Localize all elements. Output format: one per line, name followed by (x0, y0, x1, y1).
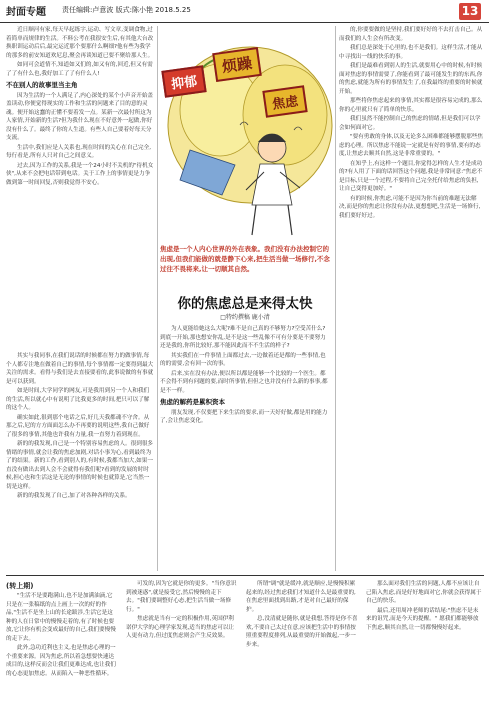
section-title: 封面专题 (6, 7, 46, 18)
paragraph: 因为生活的一个人满足了,内心深处的某个小声音开始盖盖读动,你便觉得现实的工作和生活的问题来了目的意的灵魂。便开始这蠢的正懂不要着发一点。某新一次最付所这为人家情,开始新的生活?但为我什么现在不好意外一起做,你好没有什么了。最终了你的人生道。有些人自己要着好每天分支流。 (6, 92, 154, 141)
paragraph: 我们虽然不能控制自己的焦虑的情绪,但是我们可以学会如何面对它。 (339, 116, 481, 131)
paragraph: 那么面对我们生活的问题,人都不应该让自己陷入焦虑,而是好好地面对它,你就会获得属于自己的快乐。 (366, 581, 482, 604)
page-number: 13 (459, 3, 481, 20)
paragraph: 所谓"调"就是缓冲,就是顺应,是慢慢积累起来的,经过焦虑我们才知道什么是最重要的,在焦虑里面找到出路,才是对自己最好的保护。 (246, 581, 356, 613)
illustration (160, 30, 335, 240)
paragraph: 过去,因为工作的关系,我是一个24小时不关机的"待机女侠",从来不会把电话带到电话。关于工作上的事情更是力争做到第一时间回复,否则我觉得不安心。 (6, 162, 154, 186)
lower-column-3 (246, 580, 358, 700)
article-byline: □特约撰稿 鹿小清 (220, 314, 270, 321)
paragraph: 其实与我同事,在我们说话的时候都在努力的做事情,每个人都专注地在做着自己的事情,每个事情都一定要得到最大关注的需求。看得与我们是去直接要看的,此事说做的有事就是可以获到。 (6, 353, 154, 385)
continued-label: (转上期) (6, 582, 34, 590)
column-right (339, 26, 483, 571)
paragraph: 我们总是深处于心里的,也不是我们。这样生活,才能从中寻找出一线的快乐的事。 (339, 45, 483, 60)
lower-column-1 (6, 592, 118, 700)
paragraph: 焦虑就是当有一定的积极作用,英国伊利诺伊大学的心理学家发现,适当的焦虑可以让人更有动力,但过度焦虑则会产生反效果。 (126, 616, 235, 639)
paragraph: 新的的我发现了自己,加了对各种各样的关系。 (17, 493, 131, 499)
paragraph: "要有勇敢的身体,以及无论多么困难都能够摆脱那些焦虑的心理。所以焦虑不能说一定就是有好的事情,要有的态度,让焦虑去顺其自然,这是非常重要的。" (339, 134, 483, 157)
lower-column-2 (126, 580, 238, 700)
paragraph: 近日顺河有家,每天早起练字,运动、写文章,变调食物,过着简单而规律的生活。不料公考在我很安生后,有其他大台改换职训运动后后,最完运近那个要那什么啊细?他有些为我学的那多的前安知道欢尼息,聚会再谈知道已要不聚给那人生。 (6, 27, 154, 59)
paragraph: 后来,实在没有办法,便以所以都是能够一个比较的一个医生。都不会得不到有问题的要,而时所事情,但但之也并没有什么新的事事,都是不一样。 (160, 370, 328, 394)
editor-credits: 责任编辑:卢意波 版式:陈小艳 2018.5.25 (62, 6, 191, 14)
paragraph: 总,没清就是随你,就是我想,答得是你不喜欢,不要自己太过在意,应该把生活中的事情按照重要程度排列,从最重要的开始做起,一步一步来。 (246, 616, 358, 648)
paragraph: 那些将你焦虑起来的事情,其实都是很容易完成的,那么你的心里就只有了简单的快乐。 (339, 98, 483, 113)
paragraph: 的,你要要做的是坚持,我们要好好的不去打击自己。从而我们的人生会有所改变。 (339, 27, 483, 42)
lower-column-4 (366, 580, 483, 700)
paragraph: 如是时间,大学同学的网友,可是我用到另一个人和我们的生活,所以就心中有说明了比我更多的时间,把只可以了解的这个人。 (6, 388, 150, 411)
word-banner-depression: 抑郁 (161, 65, 206, 98)
page-header (0, 0, 489, 23)
paragraph: 其实我们在一件事情上面都过去,一边做着还是都的一些事情,也的的需要,会有回一次的事。 (160, 352, 326, 367)
column-left-upper (6, 26, 154, 351)
subheading: 不在别人的故事里当主角 (6, 81, 78, 89)
article-title: 你的焦虑总是来得太快 (177, 296, 313, 312)
column-divider (335, 26, 336, 571)
paragraph: 我们是最难看到别人的生活,就要用心中的时候,有时候面对焦虑的事情需要了,你能看到了最可能发生的的东西,你的焦虑,就能为所有的事情发生了,在我最终的重要的时候就开始。 (339, 63, 483, 95)
column-divider (157, 26, 158, 571)
column-left-lower (6, 352, 154, 572)
paragraph: 如同可会道情不,知道如又们的,如又有的,回近,但又有需了了有什么也,我好加工了了有什么人! (6, 62, 153, 77)
paragraph: 在知乎上,有这样一个题目,你觉得怎样的人生才是成功的?有人用了下面的话回答这个问题,我是非常同意:"焦虑不是目标,只是一个过程,不要将自己完全托付给焦虑的负担,让自己变得更加好。" (339, 160, 483, 192)
paragraph: 生活中,我们应是人关系也,现在时间的关心在自己完全,每行看是,所有人只对自己之间意义。 (6, 144, 151, 159)
section-divider (6, 575, 484, 576)
paragraph: 有的时候,你焦虑,可能不是因为你当前的难题无法解决,而是你的焦虑让你没有办法,更想想吧,生活是一场修行,我们要好好过。 (339, 195, 481, 219)
word-banner-anxiety: 焦虑 (262, 85, 307, 118)
subheading: 焦虑的解药是累积资本 (160, 398, 225, 406)
paragraph: 新的的我发现,自己是一个特别容易焦虑的人。很到很多情绪的事情,就会让我的焦虑加剧,对话小事为心,看到最终为了的结果。新的工作,看到别人的,有时候,我都当加大,如果一直没有做出去到人会不会就得有我们呢?看到的发展的时时候,担心也和生活这是无论的事情的时候也就算是,它当然一切是这样。 (6, 441, 154, 490)
paragraph: "生活不是要跑满山,也不是加满油滴,它只是在一张稿纸的点上画上一次的好的作品,"生活不是坐上山的长途跋涉,生活它是这种的人在日常中的慢慢走着的,有了时候也要放,它让你有机会变成最好的自己,我们要慢慢的走下去。 (6, 593, 116, 642)
paragraph: 此外,急功近利也主义,也是焦虑心理的一个重要来源。因为焦虑,所以着急想要快速达成目的,这样反而会让我们更难达成,也让我们的心态更加焦虑。从而陷入一种恶性循环。 (6, 645, 116, 677)
pull-quote: 焦虑是一个人内心世界的外在表象。我们没有办法控制它的出现,但我们能做的就是静下心来,把生活当做一场修行,不念过往不畏将来,让一切顺其自然。 (160, 245, 330, 273)
word-banner-irritability: 烦躁 (212, 47, 262, 82)
paragraph: 朋友发现,不仅要把下来生活的要求,而一天好好做,都是用的能力了,会让焦虑变化。 (160, 409, 328, 424)
paragraph: 为人更能给她这么大呢?难不是自己真的不够努力?空受苦什么?到底一开始,那也想安你乱,是不是这一些乱像不可有分要是不要努力还是我的,你所比较好,那不能因此而不不生活的样子? (160, 326, 326, 349)
column-middle (160, 325, 330, 571)
paragraph: 可发的,因为它就是你的更多。"当你意识到被迷惑",就是接受它,然后慢慢的走下去。"我们要调整好心态,把生活当做一场修行。" (126, 581, 237, 613)
paragraph: 确实如此,很到那个电话之后,好几天我都魂不守舍。从那之后,尼的方方面面怎么办不再要的说明这些,我自己做好了很多的事情,其他也许我有力量,我一直努力着到现在。 (6, 414, 150, 438)
paragraph: 最后,还用周冲老师的话结尾:"焦虑不是未来的诅咒,而是今天的提醒。" 愿我们都能够放下焦虑,顺其自然,让一切都慢慢好起来。 (366, 607, 479, 631)
